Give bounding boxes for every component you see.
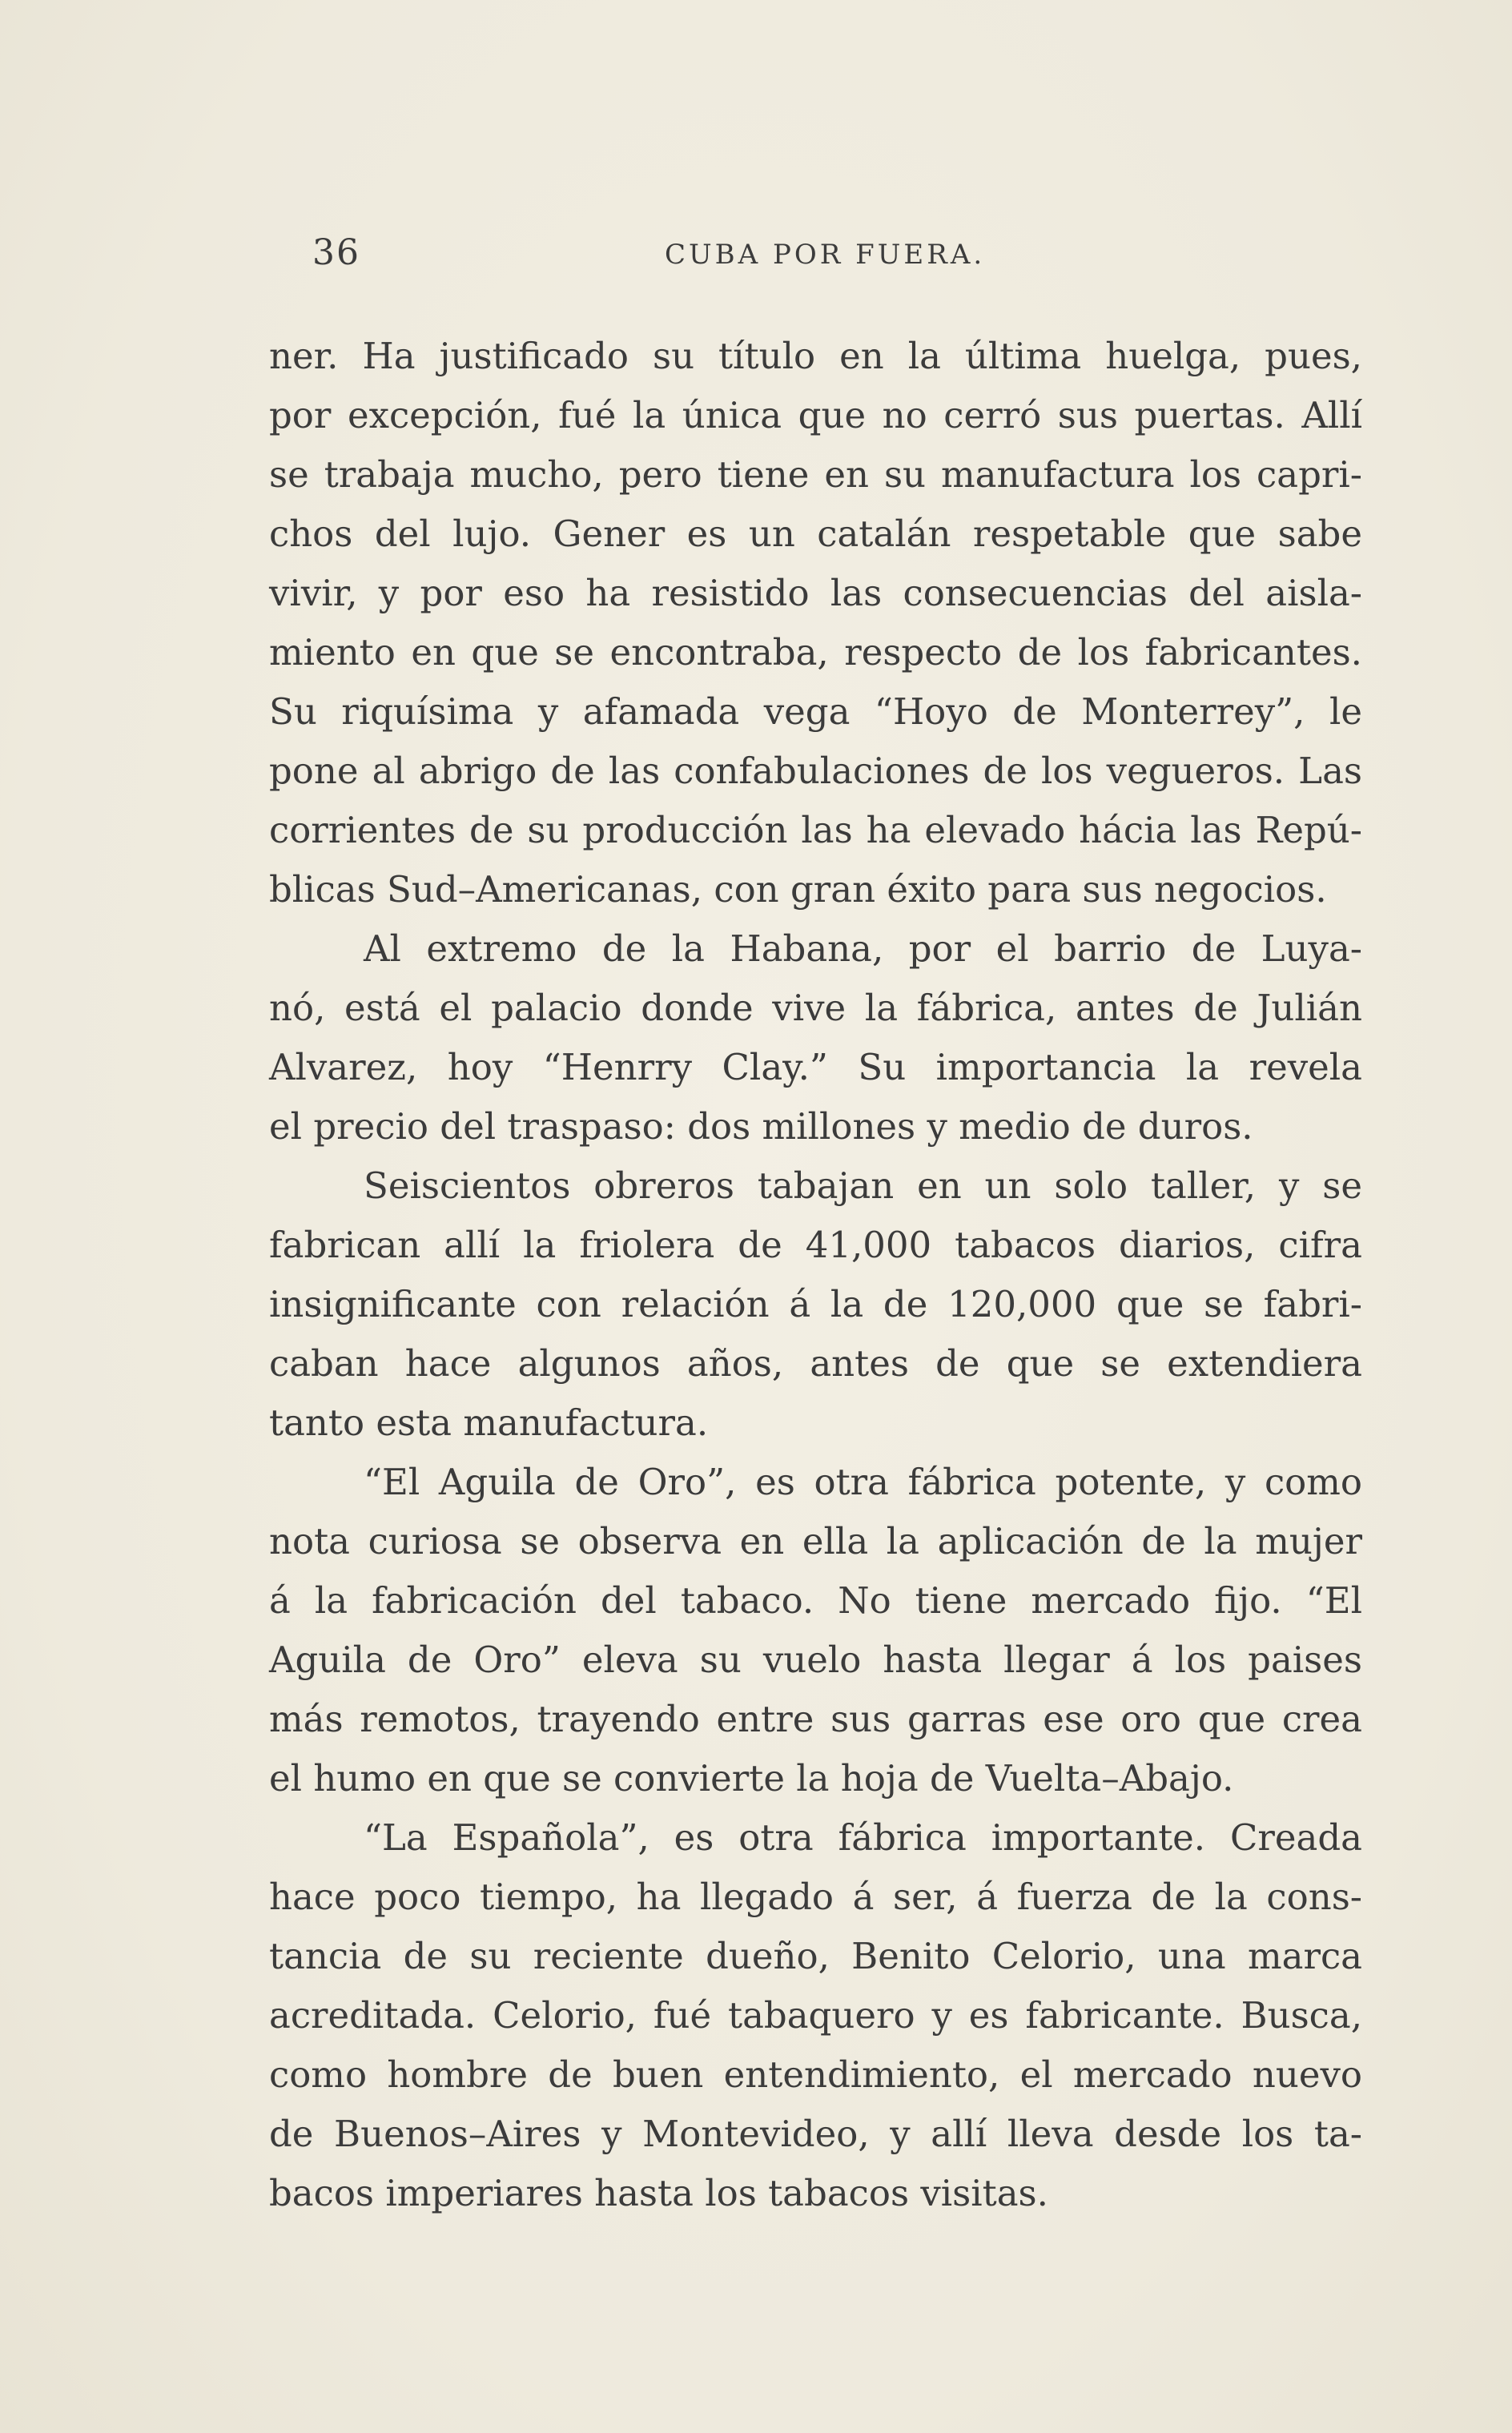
text-line: “La Española”, es otra fábrica importante. Creada (364, 1816, 1362, 1859)
text-line: hace poco tiempo, ha llegado á ser, á fuerza de la cons- (269, 1876, 1362, 1918)
text-line: á la fabricación del tabaco. No tiene mercado fijo. “El (269, 1579, 1362, 1622)
text-line: “El Aguila de Oro”, es otra fábrica potente, y como (364, 1461, 1362, 1503)
text-line: el humo en que se convierte la hoja de Vuelta–Abajo. (269, 1757, 1234, 1800)
text-line: blicas Sud–Americanas, con gran éxito para sus negocios. (269, 868, 1327, 911)
text-line: Alvarez, hoy “Henrry Clay.” Su importancia la revela (269, 1046, 1362, 1088)
text-line: se trabaja mucho, pero tiene en su manufactura los capri- (269, 453, 1362, 496)
text-line: por excepción, fué la única que no cerró sus puertas. Allí (269, 394, 1362, 436)
text-line: Seiscientos obreros tabajan en un solo taller, y se (364, 1164, 1362, 1207)
page-number: 36 (312, 232, 360, 273)
text-line: vivir, y por eso ha resistido las consecuencias del aisla- (269, 572, 1362, 614)
text-line: bacos imperiares hasta los tabacos visitas. (269, 2172, 1048, 2214)
text-line: caban hace algunos años, antes de que se extendiera (269, 1342, 1362, 1385)
body-text (269, 327, 1362, 2223)
text-line: nó, está el palacio donde vive la fábrica, antes de Julián (269, 987, 1362, 1029)
text-line: corrientes de su producción las ha elevado hácia las Repú- (269, 809, 1362, 851)
text-line: tancia de su reciente dueño, Benito Celorio, una marca (269, 1935, 1362, 1977)
text-line: ner. Ha justificado su título en la última huelga, pues, (269, 335, 1362, 377)
text-line: acreditada. Celorio, fué tabaquero y es fabricante. Busca, (269, 1994, 1362, 2037)
page-header (312, 232, 1369, 280)
text-line: tanto esta manufactura. (269, 1401, 709, 1444)
text-line: el precio del traspaso: dos millones y medio de duros. (269, 1105, 1253, 1148)
running-head: CUBA POR FUERA. (665, 239, 986, 271)
text-line: fabrican allí la friolera de 41,000 tabacos diarios, cifra (269, 1224, 1362, 1266)
text-line: chos del lujo. Gener es un catalán respetable que sabe (269, 513, 1362, 555)
text-line: pone al abrigo de las confabulaciones de los vegueros. Las (269, 750, 1362, 792)
text-line: Aguila de Oro” eleva su vuelo hasta llegar á los paises (269, 1639, 1362, 1681)
text-line: Su riquísima y afamada vega “Hoyo de Monterrey”, le (269, 690, 1362, 733)
text-line: miento en que se encontraba, respecto de los fabricantes. (269, 631, 1362, 674)
text-line: de Buenos–Aires y Montevideo, y allí lleva desde los ta- (269, 2113, 1362, 2155)
text-line: como hombre de buen entendimiento, el mercado nuevo (269, 2053, 1362, 2096)
text-line: más remotos, trayendo entre sus garras ese oro que crea (269, 1698, 1362, 1740)
text-line: Al extremo de la Habana, por el barrio de Luya- (364, 927, 1362, 970)
text-line: nota curiosa se observa en ella la aplicación de la mujer (269, 1520, 1362, 1562)
text-line: insignificante con relación á la de 120,000 que se fabri- (269, 1283, 1362, 1325)
